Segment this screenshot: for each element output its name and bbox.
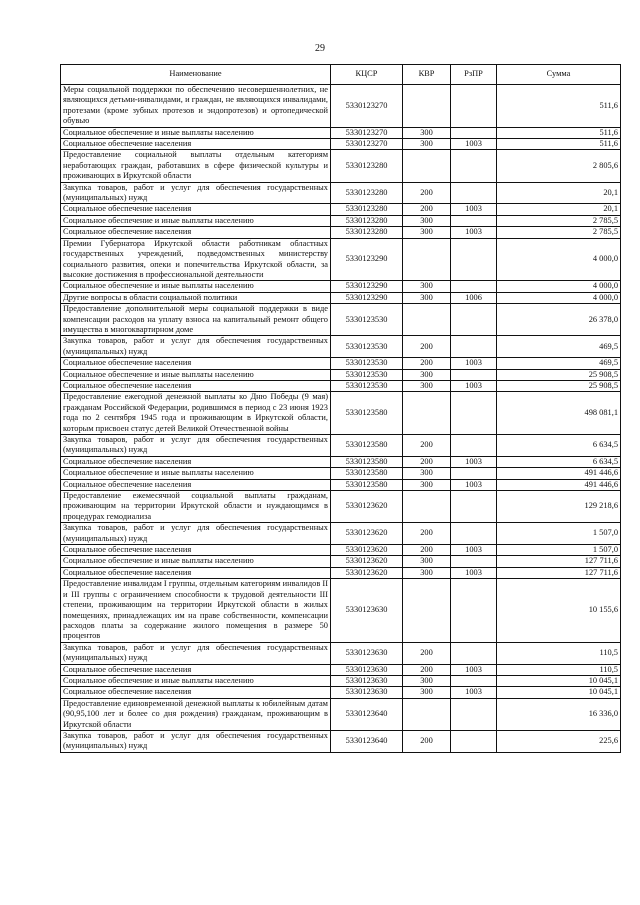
- cell-rzpr: 1003: [451, 380, 497, 391]
- cell-name: Премии Губернатора Иркутской области работникам областных государственных учреждений, подведомственных министерству социального развития, опеки и попечительства Иркутской области, за высокие достижения в профессиональной деятельности: [61, 238, 331, 281]
- table-row: [61, 642, 621, 664]
- cell-sum: 511,6: [497, 139, 621, 150]
- cell-rzpr: [451, 85, 497, 128]
- cell-name: Социальное обеспечение и иные выплаты населению: [61, 556, 331, 567]
- cell-sum: 1 507,0: [497, 523, 621, 545]
- cell-sum: 127 711,6: [497, 556, 621, 567]
- cell-kvr: 200: [403, 336, 451, 358]
- table-row: [61, 456, 621, 467]
- cell-rzpr: 1003: [451, 545, 497, 556]
- cell-kcsr: 5330123630: [331, 664, 403, 675]
- table-row: [61, 127, 621, 138]
- table-row: [61, 85, 621, 128]
- table-row: [61, 139, 621, 150]
- cell-rzpr: 1006: [451, 292, 497, 303]
- cell-sum: 511,6: [497, 85, 621, 128]
- cell-sum: 4 000,0: [497, 292, 621, 303]
- cell-kcsr: 5330123630: [331, 579, 403, 642]
- cell-kcsr: 5330123530: [331, 336, 403, 358]
- cell-name: Предоставление дополнительной меры социальной поддержки в виде компенсации расходов на уплату взноса на капитальный ремонт общего имущества в многоквартирном доме: [61, 304, 331, 336]
- cell-rzpr: [451, 579, 497, 642]
- cell-rzpr: [451, 304, 497, 336]
- cell-sum: 469,5: [497, 358, 621, 369]
- cell-name: Предоставление ежемесячной социальной выплаты гражданам, проживающим на территории Иркутской области и нуждающимся в процедурах гемодиализа: [61, 491, 331, 523]
- cell-kcsr: 5330123280: [331, 204, 403, 215]
- cell-kvr: 300: [403, 127, 451, 138]
- table-row: [61, 292, 621, 303]
- cell-sum: 225,6: [497, 730, 621, 752]
- cell-rzpr: [451, 215, 497, 226]
- table-row: [61, 664, 621, 675]
- cell-sum: 1 507,0: [497, 545, 621, 556]
- cell-name: Закупка товаров, работ и услуг для обеспечения государственных (муниципальных) нужд: [61, 435, 331, 457]
- cell-kvr: 300: [403, 687, 451, 698]
- cell-rzpr: [451, 556, 497, 567]
- table-row: [61, 567, 621, 578]
- cell-kvr: 200: [403, 204, 451, 215]
- cell-kcsr: 5330123580: [331, 468, 403, 479]
- cell-kvr: 200: [403, 730, 451, 752]
- cell-rzpr: [451, 491, 497, 523]
- table-row: [61, 675, 621, 686]
- header-kvr: КВР: [403, 65, 451, 85]
- cell-kcsr: 5330123580: [331, 479, 403, 490]
- cell-kcsr: 5330123620: [331, 567, 403, 578]
- table-row: [61, 579, 621, 642]
- cell-kvr: 300: [403, 227, 451, 238]
- table-row: [61, 215, 621, 226]
- cell-name: Закупка товаров, работ и услуг для обеспечения государственных (муниципальных) нужд: [61, 523, 331, 545]
- header-kcsr: КЦСР: [331, 65, 403, 85]
- cell-kcsr: 5330123530: [331, 369, 403, 380]
- cell-name: Закупка товаров, работ и услуг для обеспечения государственных (муниципальных) нужд: [61, 182, 331, 204]
- table-header-row: [61, 65, 621, 85]
- cell-name: Социальное обеспечение населения: [61, 687, 331, 698]
- cell-name: Социальное обеспечение и иные выплаты населению: [61, 468, 331, 479]
- cell-kcsr: 5330123640: [331, 730, 403, 752]
- table-row: [61, 304, 621, 336]
- cell-kvr: 300: [403, 675, 451, 686]
- cell-sum: 491 446,6: [497, 468, 621, 479]
- table-row: [61, 204, 621, 215]
- cell-kvr: [403, 392, 451, 435]
- table-row: [61, 182, 621, 204]
- cell-kcsr: 5330123580: [331, 456, 403, 467]
- cell-kcsr: 5330123620: [331, 523, 403, 545]
- cell-rzpr: [451, 523, 497, 545]
- cell-sum: 110,5: [497, 664, 621, 675]
- cell-name: Предоставление социальной выплаты отдельным категориям неработающих граждан, работавших в сфере физической культуры и проживающих в Иркутской области: [61, 150, 331, 182]
- cell-kvr: 200: [403, 545, 451, 556]
- cell-kvr: 300: [403, 281, 451, 292]
- cell-kcsr: 5330123630: [331, 687, 403, 698]
- cell-kvr: 300: [403, 468, 451, 479]
- table-row: [61, 730, 621, 752]
- cell-rzpr: 1003: [451, 139, 497, 150]
- cell-kcsr: 5330123280: [331, 215, 403, 226]
- cell-kcsr: 5330123620: [331, 545, 403, 556]
- cell-rzpr: [451, 642, 497, 664]
- table-row: [61, 150, 621, 182]
- table-row: [61, 435, 621, 457]
- cell-name: Социальное обеспечение и иные выплаты населению: [61, 369, 331, 380]
- cell-kvr: 200: [403, 523, 451, 545]
- cell-kvr: 300: [403, 380, 451, 391]
- cell-name: Социальное обеспечение населения: [61, 204, 331, 215]
- cell-name: Социальное обеспечение населения: [61, 358, 331, 369]
- cell-name: Социальное обеспечение населения: [61, 227, 331, 238]
- cell-sum: 491 446,6: [497, 479, 621, 490]
- table-row: [61, 380, 621, 391]
- cell-sum: 6 634,5: [497, 456, 621, 467]
- table-row: [61, 698, 621, 730]
- table-row: [61, 479, 621, 490]
- cell-kvr: 200: [403, 456, 451, 467]
- cell-kcsr: 5330123530: [331, 358, 403, 369]
- cell-kvr: [403, 304, 451, 336]
- cell-sum: 2 785,5: [497, 215, 621, 226]
- cell-rzpr: [451, 392, 497, 435]
- cell-sum: 20,1: [497, 204, 621, 215]
- cell-sum: 110,5: [497, 642, 621, 664]
- cell-kvr: 200: [403, 642, 451, 664]
- cell-kcsr: 5330123620: [331, 491, 403, 523]
- cell-name: Предоставление ежегодной денежной выплаты ко Дню Победы (9 мая) гражданам Российской Федерации, родившимся в период с 23 июня 1923 года по 2 сентября 1945 года и проживающим в Иркутской области, которым присвоен статус детей Великой Отечественной войны: [61, 392, 331, 435]
- cell-sum: 127 711,6: [497, 567, 621, 578]
- cell-sum: 10 045,1: [497, 675, 621, 686]
- cell-kcsr: 5330123280: [331, 150, 403, 182]
- cell-kcsr: 5330123640: [331, 698, 403, 730]
- table-row: [61, 336, 621, 358]
- cell-name: Социальное обеспечение и иные выплаты населению: [61, 675, 331, 686]
- table-row: [61, 523, 621, 545]
- cell-name: Предоставление единовременной денежной выплаты к юбилейным датам (90,95,100 лет и более со дня рождения) гражданам, проживающим в Иркутской области: [61, 698, 331, 730]
- cell-sum: 511,6: [497, 127, 621, 138]
- cell-name: Социальное обеспечение населения: [61, 664, 331, 675]
- table-row: [61, 369, 621, 380]
- cell-sum: 129 218,6: [497, 491, 621, 523]
- cell-rzpr: 1003: [451, 664, 497, 675]
- cell-name: Социальное обеспечение населения: [61, 567, 331, 578]
- cell-name: Социальное обеспечение населения: [61, 456, 331, 467]
- cell-rzpr: [451, 698, 497, 730]
- cell-kvr: 200: [403, 358, 451, 369]
- cell-kcsr: 5330123630: [331, 642, 403, 664]
- header-name: Наименование: [61, 65, 331, 85]
- cell-sum: 4 000,0: [497, 281, 621, 292]
- cell-kvr: 200: [403, 435, 451, 457]
- cell-rzpr: 1003: [451, 227, 497, 238]
- header-sum: Сумма: [497, 65, 621, 85]
- table-row: [61, 545, 621, 556]
- cell-kcsr: 5330123580: [331, 435, 403, 457]
- table-row: [61, 468, 621, 479]
- cell-sum: 26 378,0: [497, 304, 621, 336]
- cell-rzpr: [451, 182, 497, 204]
- table-row: [61, 491, 621, 523]
- cell-rzpr: [451, 369, 497, 380]
- cell-kvr: 200: [403, 664, 451, 675]
- table-row: [61, 358, 621, 369]
- cell-rzpr: 1003: [451, 358, 497, 369]
- header-rzpr: РзПР: [451, 65, 497, 85]
- cell-sum: 498 081,1: [497, 392, 621, 435]
- cell-name: Закупка товаров, работ и услуг для обеспечения государственных (муниципальных) нужд: [61, 730, 331, 752]
- cell-kvr: [403, 238, 451, 281]
- cell-kvr: 300: [403, 479, 451, 490]
- cell-kvr: [403, 150, 451, 182]
- cell-kvr: 300: [403, 292, 451, 303]
- cell-rzpr: [451, 468, 497, 479]
- cell-rzpr: 1003: [451, 567, 497, 578]
- cell-kcsr: 5330123290: [331, 281, 403, 292]
- cell-kvr: 300: [403, 369, 451, 380]
- cell-rzpr: [451, 435, 497, 457]
- cell-rzpr: [451, 238, 497, 281]
- cell-name: Социальное обеспечение населения: [61, 139, 331, 150]
- cell-sum: 20,1: [497, 182, 621, 204]
- table-row: [61, 556, 621, 567]
- cell-kvr: [403, 698, 451, 730]
- cell-name: Социальное обеспечение и иные выплаты населению: [61, 127, 331, 138]
- cell-name: Закупка товаров, работ и услуг для обеспечения государственных (муниципальных) нужд: [61, 336, 331, 358]
- table-row: [61, 687, 621, 698]
- table-body: [61, 85, 621, 753]
- cell-sum: 16 336,0: [497, 698, 621, 730]
- cell-kcsr: 5330123580: [331, 392, 403, 435]
- cell-kcsr: 5330123630: [331, 675, 403, 686]
- cell-kvr: 300: [403, 567, 451, 578]
- cell-rzpr: [451, 730, 497, 752]
- cell-kvr: 300: [403, 139, 451, 150]
- cell-rzpr: [451, 281, 497, 292]
- cell-kcsr: 5330123280: [331, 227, 403, 238]
- cell-rzpr: [451, 127, 497, 138]
- cell-rzpr: [451, 675, 497, 686]
- cell-kcsr: 5330123290: [331, 292, 403, 303]
- cell-sum: 25 908,5: [497, 380, 621, 391]
- cell-name: Закупка товаров, работ и услуг для обеспечения государственных (муниципальных) нужд: [61, 642, 331, 664]
- cell-kvr: [403, 85, 451, 128]
- table-row: [61, 281, 621, 292]
- cell-rzpr: [451, 150, 497, 182]
- cell-rzpr: 1003: [451, 204, 497, 215]
- cell-name: Социальное обеспечение населения: [61, 479, 331, 490]
- cell-kcsr: 5330123270: [331, 127, 403, 138]
- cell-kcsr: 5330123530: [331, 304, 403, 336]
- cell-name: Другие вопросы в области социальной политики: [61, 292, 331, 303]
- cell-sum: 2 785,5: [497, 227, 621, 238]
- cell-name: Социальное обеспечение и иные выплаты населению: [61, 281, 331, 292]
- table-row: [61, 227, 621, 238]
- cell-name: Социальное обеспечение населения: [61, 380, 331, 391]
- cell-kcsr: 5330123290: [331, 238, 403, 281]
- cell-rzpr: 1003: [451, 456, 497, 467]
- cell-sum: 2 805,6: [497, 150, 621, 182]
- cell-kcsr: 5330123270: [331, 85, 403, 128]
- cell-sum: 10 045,1: [497, 687, 621, 698]
- cell-kvr: [403, 491, 451, 523]
- cell-sum: 6 634,5: [497, 435, 621, 457]
- cell-kvr: 200: [403, 182, 451, 204]
- budget-table: [60, 64, 621, 753]
- cell-name: Предоставление инвалидам I группы, отдельным категориям инвалидов II и III группы с ограничением способности к трудовой деятельности III степени, проживающим на территории Иркутской области в жилых помещениях, принадлежащих им на праве собственности, компенсации расходов платы за содержание жилого помещения в размере 50 процентов: [61, 579, 331, 642]
- cell-kcsr: 5330123530: [331, 380, 403, 391]
- cell-kvr: 300: [403, 556, 451, 567]
- cell-kcsr: 5330123620: [331, 556, 403, 567]
- cell-sum: 25 908,5: [497, 369, 621, 380]
- cell-sum: 4 000,0: [497, 238, 621, 281]
- cell-kvr: [403, 579, 451, 642]
- table-row: [61, 238, 621, 281]
- cell-rzpr: 1003: [451, 687, 497, 698]
- cell-name: Меры социальной поддержки по обеспечению несовершеннолетних, не являющихся детьми-инвалидами, и граждан, не являющихся инвалидами, протезами (кроме зубных протезов и эндопротезов) и ортопедической обувью: [61, 85, 331, 128]
- cell-rzpr: [451, 336, 497, 358]
- cell-sum: 469,5: [497, 336, 621, 358]
- cell-name: Социальное обеспечение и иные выплаты населению: [61, 215, 331, 226]
- cell-kcsr: 5330123280: [331, 182, 403, 204]
- cell-name: Социальное обеспечение населения: [61, 545, 331, 556]
- table-row: [61, 392, 621, 435]
- cell-kcsr: 5330123270: [331, 139, 403, 150]
- cell-kvr: 300: [403, 215, 451, 226]
- cell-sum: 10 155,6: [497, 579, 621, 642]
- page-number: 29: [315, 43, 325, 54]
- cell-rzpr: 1003: [451, 479, 497, 490]
